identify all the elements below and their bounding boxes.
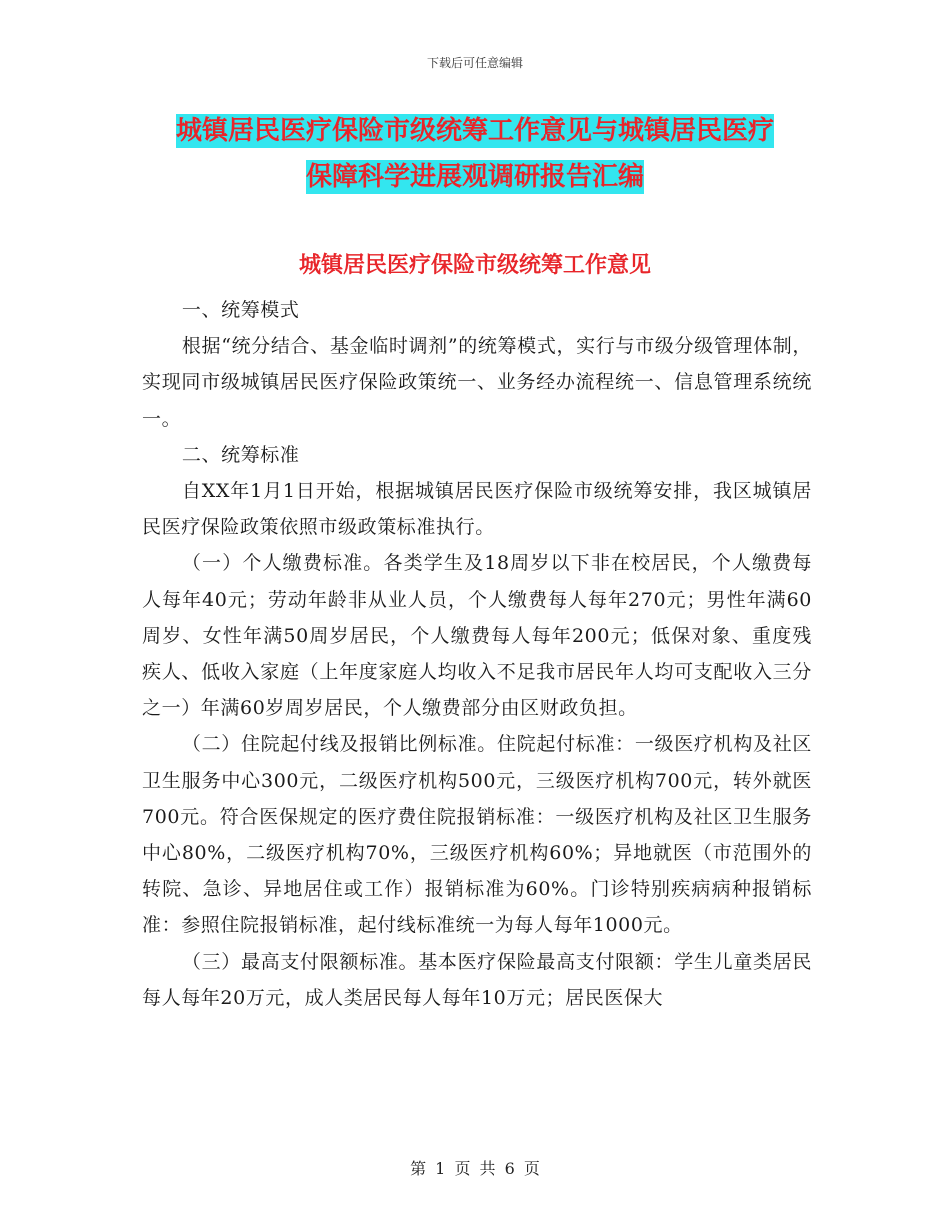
- paragraph: （三）最高支付限额标准。基本医疗保险最高支付限额：学生儿童类居民每人每年20万元，成人类居民每人每年10万元；居民医保大: [142, 950, 812, 1009]
- heading-tongchou-moshi: 一、统筹模式: [181, 299, 300, 321]
- paragraph: （二）住院起付线及报销比例标准。住院起付标准：一级医疗机构及社区卫生服务中心300元，二级医疗机构500元，三级医疗机构700元，转外就医700元。符合医保规定的医疗费住院报销标准：一级医疗机构及社区卫生服务中心80%，二级医疗机构70%，三级医疗机构60%；异地就医（市范围外的转院、急诊、异地居住或工作）报销标准为60%。门诊特别疾病病种报销标准：参照住院报销标准，起付线标准统一为每人每年1000元。: [142, 733, 812, 937]
- section-title: 城镇居民医疗保险市级统筹工作意见: [298, 252, 651, 278]
- title-line-1: 城镇居民医疗保险市级统筹工作意见与城镇居民医疗: [175, 116, 774, 146]
- paragraph: 自XX年1月1日开始，根据城镇居民医疗保险市级统筹安排，我区城镇居民医疗保险政策依照市级政策标准执行。: [142, 480, 812, 539]
- title-line-2: 保障科学进展观调研报告汇编: [305, 162, 644, 192]
- paragraph: 根据“统分结合、基金临时调剂”的统筹模式，实行与市级分级管理体制，实现同市级城镇居民医疗保险政策统一、业务经办流程统一、信息管理系统统一。: [142, 335, 812, 430]
- page-header-note: 下载后可任意编辑: [426, 56, 523, 70]
- paragraph: （一）个人缴费标准。各类学生及18周岁以下非在校居民，个人缴费每人每年40元；劳动年龄非从业人员，个人缴费每人每年270元；男性年满60周岁、女性年满50周岁居民，个人缴费每人每年200元；低保对象、重度残疾人、低收入家庭（上年度家庭人均收入不足我市居民年人均可支配收入三分之一）年满60岁周岁居民，个人缴费部分由区财政负担。: [142, 552, 812, 720]
- heading-tongchou-biaozhun: 二、统筹标准: [181, 443, 300, 466]
- page-number: 第 1 页 共 6 页: [410, 1159, 540, 1178]
- document-title: [0, 108, 950, 200]
- body-text: [142, 292, 812, 1016]
